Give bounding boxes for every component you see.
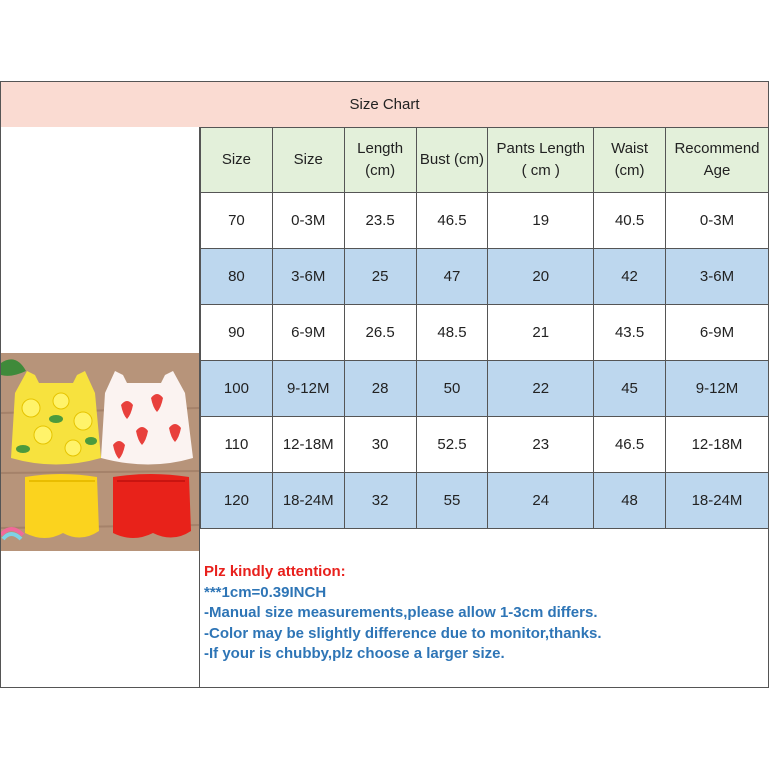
table-cell: 26.5 <box>344 305 416 361</box>
table-cell: 3-6M <box>272 249 344 305</box>
table-cell: 30 <box>344 417 416 473</box>
table-cell: 45 <box>594 361 666 417</box>
size-table <box>200 127 769 529</box>
table-cell: 3-6M <box>666 249 769 305</box>
table-cell: 19 <box>488 193 594 249</box>
table-cell: 48 <box>594 473 666 529</box>
table-cell: 25 <box>344 249 416 305</box>
table-cell: 40.5 <box>594 193 666 249</box>
table-cell: 23.5 <box>344 193 416 249</box>
note-line: -If your is chubby,plz choose a larger size. <box>204 645 505 662</box>
table-cell: 6-9M <box>666 305 769 361</box>
table-row <box>201 473 769 529</box>
table-cell: 9-12M <box>666 361 769 417</box>
table-cell: 0-3M <box>272 193 344 249</box>
table-cell: 6-9M <box>272 305 344 361</box>
note-line: ***1cm=0.39INCH <box>204 583 327 601</box>
table-cell: 110 <box>201 417 273 473</box>
table-cell: 100 <box>201 361 273 417</box>
table-cell: 32 <box>344 473 416 529</box>
table-header-row <box>201 128 769 193</box>
product-image-column <box>1 127 200 687</box>
table-cell: 21 <box>488 305 594 361</box>
table-cell: 18-24M <box>666 473 769 529</box>
table-cell: 9-12M <box>272 361 344 417</box>
table-cell: 18-24M <box>272 473 344 529</box>
table-row <box>201 305 769 361</box>
table-cell: 28 <box>344 361 416 417</box>
table-cell: 24 <box>488 473 594 529</box>
column-header: Bust (cm) <box>416 128 488 193</box>
table-row <box>201 249 769 305</box>
table-cell: 70 <box>201 193 273 249</box>
table-cell: 50 <box>416 361 488 417</box>
column-header: Waist (cm) <box>594 128 666 193</box>
table-cell: 23 <box>488 417 594 473</box>
table-cell: 20 <box>488 249 594 305</box>
table-cell: 12-18M <box>666 417 769 473</box>
note-line: -Manual size measurements,please allow 1-3cm differs. <box>204 604 598 621</box>
column-header: Length (cm) <box>344 128 416 193</box>
column-header: Size <box>272 128 344 193</box>
size-chart-frame <box>0 81 769 688</box>
table-cell: 46.5 <box>594 417 666 473</box>
column-header: Size <box>201 128 273 193</box>
table-cell: 55 <box>416 473 488 529</box>
table-cell: 43.5 <box>594 305 666 361</box>
table-cell: 80 <box>201 249 273 305</box>
table-cell: 52.5 <box>416 417 488 473</box>
product-photo <box>1 353 199 551</box>
table-cell: 22 <box>488 361 594 417</box>
table-cell: 47 <box>416 249 488 305</box>
table-cell: 12-18M <box>272 417 344 473</box>
table-cell: 42 <box>594 249 666 305</box>
table-cell: 48.5 <box>416 305 488 361</box>
notes-block <box>204 562 602 665</box>
table-body <box>201 193 769 529</box>
table-row <box>201 361 769 417</box>
note-line: -Color may be slightly difference due to monitor,thanks. <box>204 624 602 642</box>
column-header: Recommend Age <box>666 128 769 193</box>
table-cell: 46.5 <box>416 193 488 249</box>
table-row <box>201 417 769 473</box>
chart-title: Size Chart <box>1 82 768 128</box>
column-header: Pants Length ( cm ) <box>488 128 594 193</box>
table-cell: 120 <box>201 473 273 529</box>
table-cell: 0-3M <box>666 193 769 249</box>
table-cell: 90 <box>201 305 273 361</box>
notes-heading: Plz kindly attention: <box>204 563 346 580</box>
table-row <box>201 193 769 249</box>
